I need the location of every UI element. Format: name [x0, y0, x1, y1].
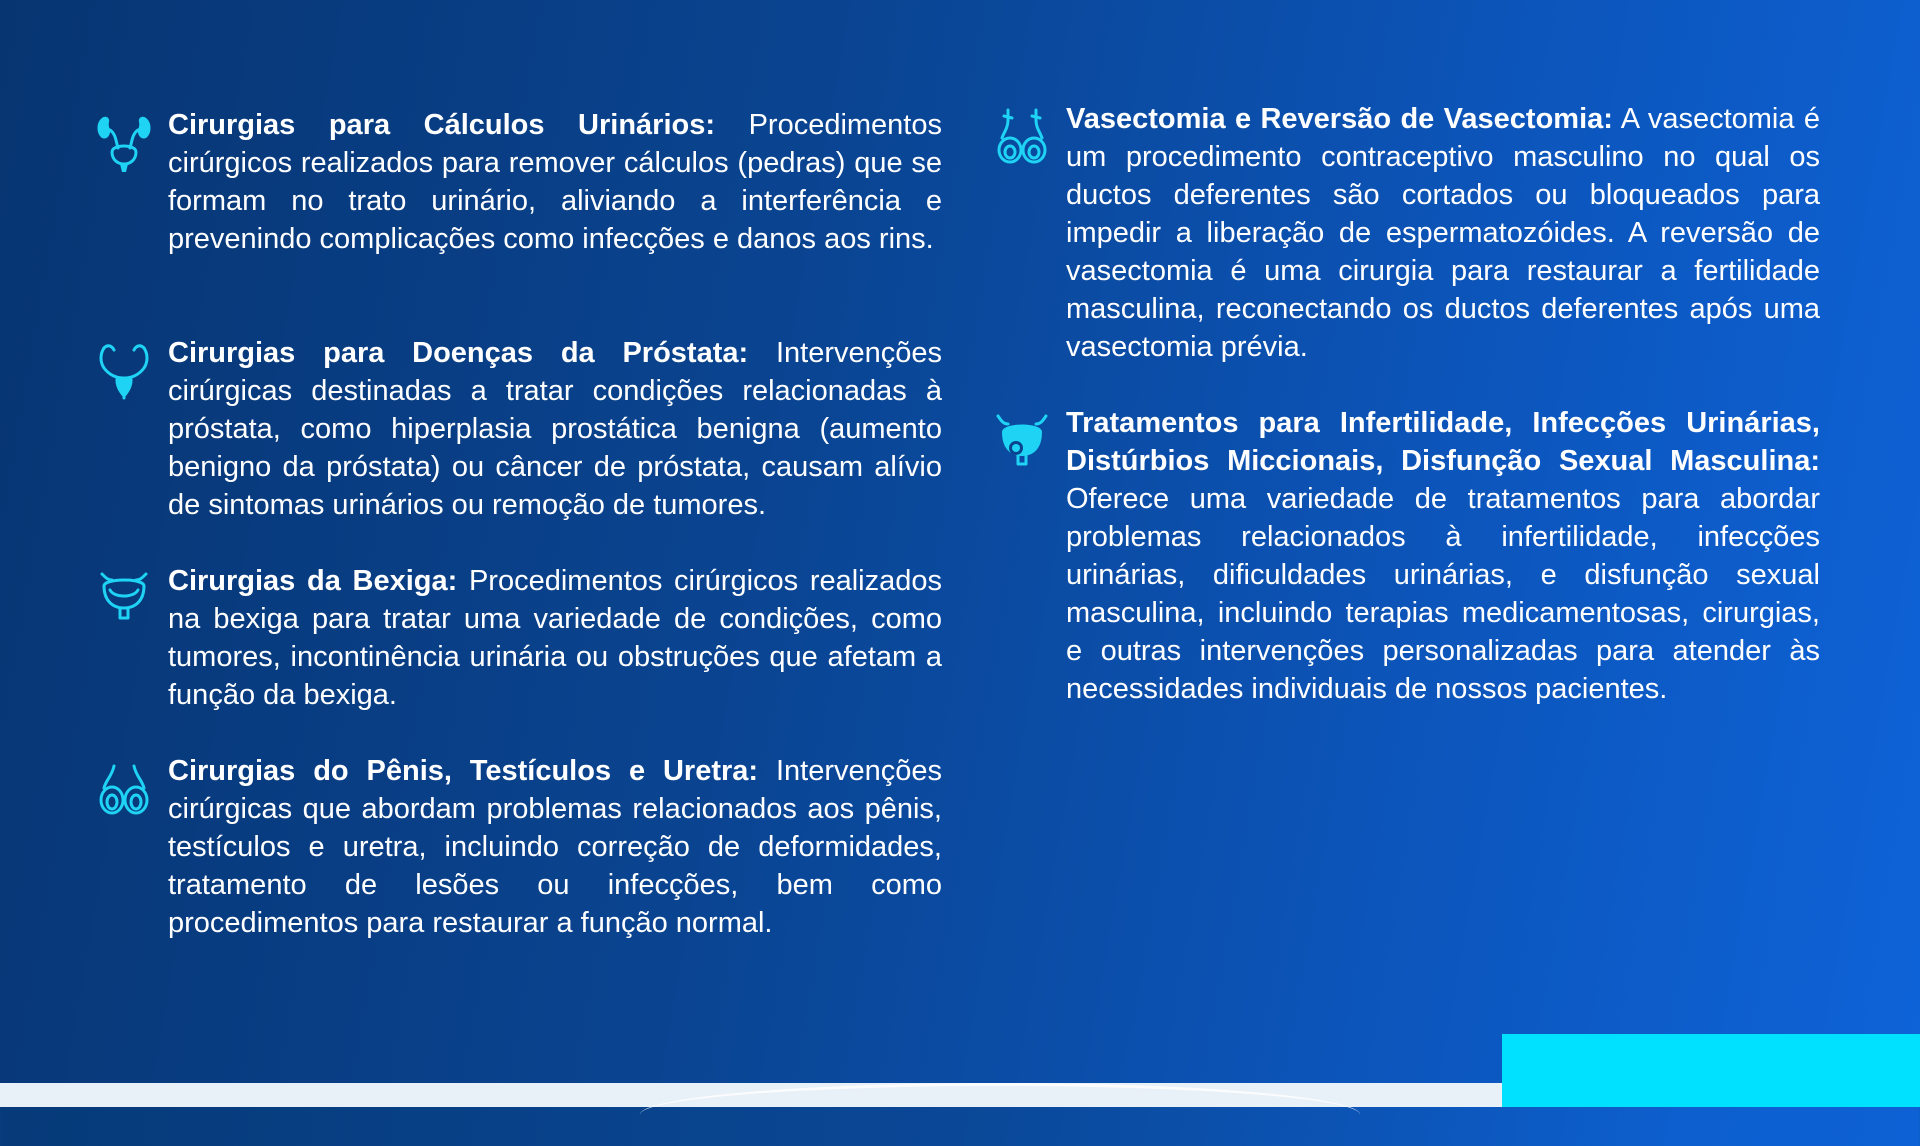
item-title: Cirurgias para Doenças da Próstata: — [168, 337, 749, 369]
testicles-icon — [96, 758, 152, 818]
item-body: Oferece uma variedade de tratamentos para abordar problemas relacionados à infertilidade, infecções urinárias, dificuldades urinárias, e disfunção sexual masculina, incluindo terapias medicamentosas, cirurgias, e outras intervenções personalizadas para atender às necessidades individuais de nossos pacientes. — [1066, 483, 1820, 705]
bladder-infection-icon — [994, 410, 1050, 470]
item-title: Tratamentos para Infertilidade, Infecções Urinárias, Distúrbios Miccionais, Disfunção Sexual Masculina: — [1066, 407, 1820, 477]
item-title: Vasectomia e Reversão de Vasectomia: — [1066, 103, 1613, 135]
item-body: Intervenções cirúrgicas destinadas a tratar condições relacionadas à próstata, como hiperplasia prostática benigna (aumento benigno da próstata) ou câncer de próstata, causam alívio de sintomas urinários ou remoção de tumores. — [168, 337, 942, 521]
item-title: Cirurgias para Cálculos Urinários: — [168, 109, 716, 141]
item-body: Procedimentos cirúrgicos realizados para remover cálculos (pedras) que se formam no trato urinário, aliviando a interferência e prevenindo complicações como infecções e danos aos rins. — [168, 109, 942, 255]
item-body: A vasectomia é um procedimento contraceptivo masculino no qual os ductos deferentes são cortados ou bloqueados para impedir a liberação de espermatozóides. A reversão de vasectomia é uma cirurgia para restaurar a fertilidade masculina, reconectando os ductos deferentes após uma vasectomia prévia. — [1066, 103, 1820, 363]
decorative-arc — [640, 1083, 1360, 1146]
bladder-icon — [96, 568, 152, 628]
item-body: Intervenções cirúrgicas que abordam problemas relacionados aos pênis, testículos e uretra, incluindo correção de deformidades, tratamento de lesões ou infecções, bem como procedimentos para restaurar a função normal. — [168, 755, 942, 939]
kidneys-icon — [96, 112, 152, 172]
item-title: Cirurgias do Pênis, Testículos e Uretra: — [168, 755, 759, 787]
item-title: Cirurgias da Bexiga: — [168, 565, 458, 597]
vasectomy-icon — [994, 106, 1050, 166]
accent-block — [1502, 1034, 1920, 1107]
item-body: Procedimentos cirúrgicos realizados na bexiga para tratar uma variedade de condições, como tumores, incontinência urinária ou obstruções que afetam a função da bexiga. — [168, 565, 943, 711]
prostate-icon — [96, 340, 152, 400]
